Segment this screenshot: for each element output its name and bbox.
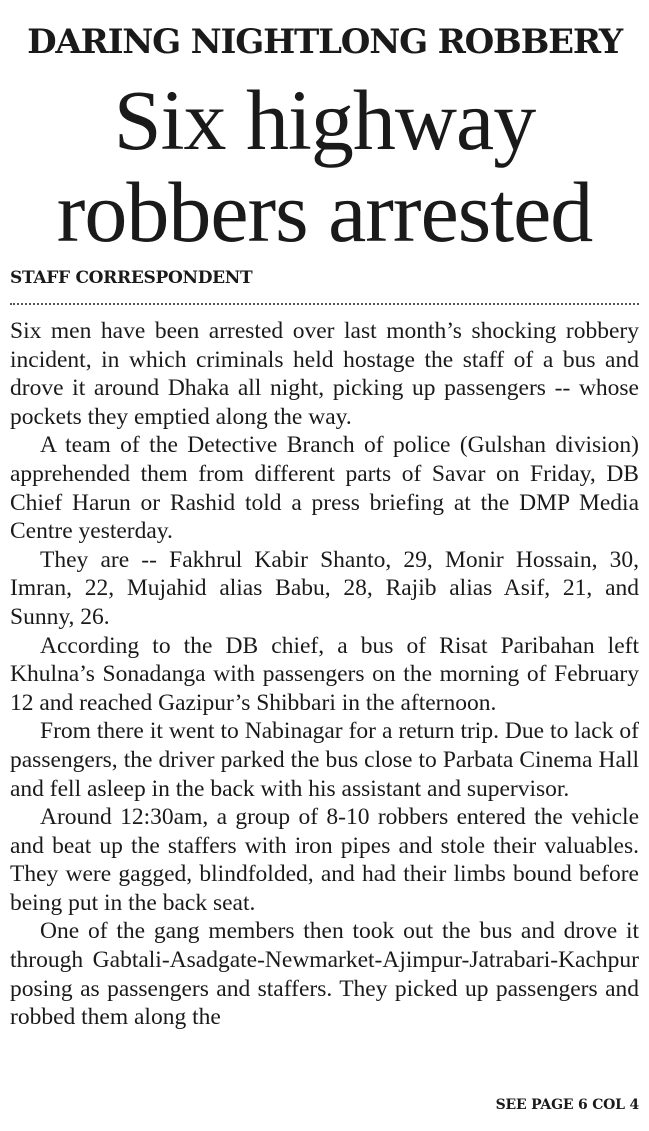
headline-line-1: Six highway bbox=[113, 72, 536, 168]
kicker: DARING NIGHTLONG ROBBERY bbox=[27, 22, 622, 62]
paragraph: According to the DB chief, a bus of Risat Paribahan left Khulna’s Sonadanga with passengers on the morning of February 12 and reached Gazipur’s Shibbari in the afternoon. bbox=[10, 632, 639, 716]
paragraph: Six men have been arrested over last month’s shocking robbery incident, in which criminals held hostage the staff of a bus and drove it around Dhaka all night, picking up passengers -- whose pockets they emptied along the way. bbox=[10, 318, 639, 430]
article-body bbox=[10, 317, 639, 1032]
headline bbox=[0, 74, 649, 258]
paragraph: From there it went to Nabinagar for a return trip. Due to lack of passengers, the driver parked the bus close to Parbata Cinema Hall and fell asleep in the back with his assistant and supervisor. bbox=[10, 718, 639, 802]
dotted-divider bbox=[10, 303, 639, 305]
paragraph: A team of the Detective Branch of police (Gulshan division) apprehended them from different parts of Savar on Friday, DB Chief Harun or Rashid told a press briefing at the DMP Media Centre yesterday. bbox=[10, 432, 639, 545]
paragraph: They are -- Fakhrul Kabir Shanto, 29, Monir Hossain, 30, Imran, 22, Mujahid alias Babu, 28, Rajib alias Asif, 21, and Sunny, 26. bbox=[10, 546, 639, 630]
paragraph: Around 12:30am, a group of 8-10 robbers entered the vehicle and beat up the staffers with iron pipes and stole their valuables. They were gagged, blindfolded, and had their limbs bound before being put in the back seat. bbox=[10, 804, 639, 916]
headline-line-2: robbers arrested bbox=[56, 164, 593, 260]
byline: STAFF CORRESPONDENT bbox=[10, 268, 253, 288]
paragraph: One of the gang members then took out the bus and drove it through Gabtali-Asadgate-Newmarket-Ajimpur-Jatrabari-Kachpur posing as passengers and staffers. They picked up passengers and robbed them along the bbox=[10, 918, 639, 1031]
continuation-note: SEE PAGE 6 COL 4 bbox=[495, 1097, 639, 1113]
